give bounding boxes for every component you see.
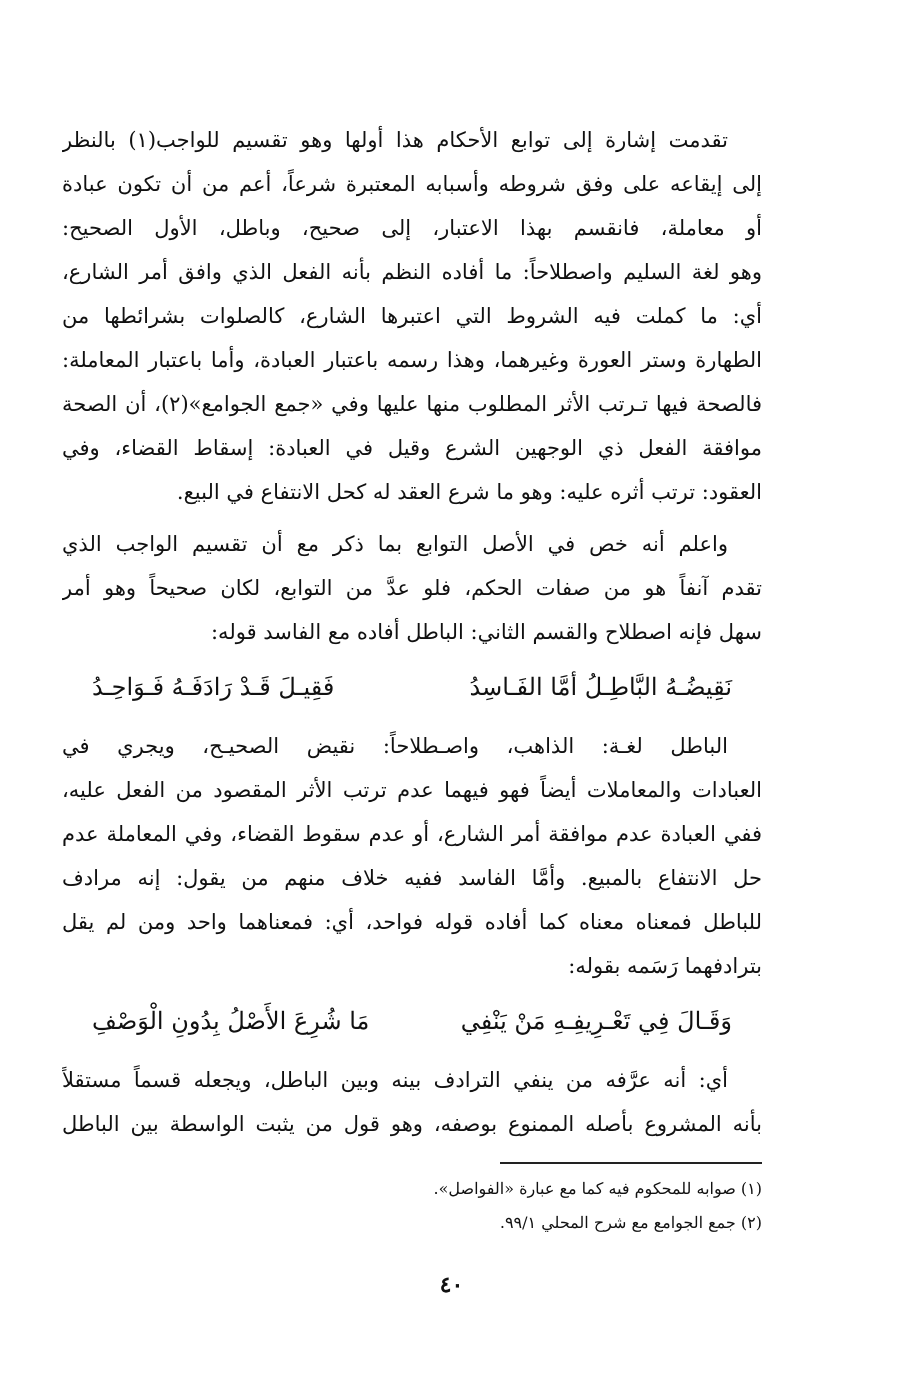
verse-hemistich-second: فَقِيـلَ قَـدْ رَادَفَـهُ فَـوَاحِـدُ [92,673,335,701]
text-line: بأنه المشروع بأصله الممنوع بوصفه، وهو قول من يثبت الواسطة بين الباطل [62,1112,762,1136]
verse-1 [92,662,732,712]
text-line: فالصحة فيها تـرتب الأثر المطلوب منها عليها وفي «جمع الجوامع»(٢)، أن الصحة [62,392,762,416]
paragraph-3 [62,724,762,988]
text-line: إلى إيقاعه على وفق شروطه وأسبابه المعتبرة شرعاً، أعم من أن تكون عبادة [62,172,762,196]
text-line: للباطل فمعناه معناه كما أفاده قوله فواحد، أي: فمعناهما واحد ومن لم يقل [62,910,762,934]
text-line: بترادفهما رَسَمه بقوله: [568,954,762,978]
footnote-1: (١) صوابه للمحكوم فيه كما مع عبارة «الفواصل». [433,1179,762,1198]
text-line: تقدمت إشارة إلى توابع الأحكام هذا أولها وهو تقسيم للواجب(١) بالنظر [62,128,728,152]
text-line: العبادات والمعاملات أيضاً فهو فيهما عدم ترتب الأثر المقصود من الفعل عليه، [62,778,762,802]
text-line: تقدم آنفاً هو من صفات الحكم، فلو عدَّ من التوابع، لكان صحيحاً وهو أمر [62,576,762,600]
text-line: موافقة الفعل ذي الوجهين الشرع وقيل في العبادة: إسقاط القضاء، وفي [62,436,762,460]
verse-hemistich-first: وَقَـالَ فِي تَعْـرِيفِـهِ مَنْ يَنْفِي [460,1007,732,1035]
text-line: أي: أنه عرَّفه من ينفي الترادف بينه وبين الباطل، ويجعله قسماً مستقلاً [62,1068,728,1092]
verse-hemistich-first: نَقِيضُـهُ البَّاطِـلُ أمَّا الفَـاسِدُ [469,673,732,701]
footnotes [202,1172,762,1240]
verse-2 [92,996,732,1046]
paragraph-1 [62,118,762,514]
text-line: ففي العبادة عدم موافقة أمر الشارع، أو عدم سقوط القضاء، وفي المعاملة عدم [62,822,762,846]
text-line: أي: ما كملت فيه الشروط التي اعتبرها الشارع، كالصلوات بشرائطها من [62,304,762,328]
text-line: العقود: ترتب أثره عليه: وهو ما شرع العقد له كحل الانتفاع في البيع. [176,480,762,504]
text-line: وهو لغة السليم واصطلاحاً: ما أفاده النظم بأنه الفعل الذي وافق أمر الشارع، [62,260,762,284]
text-line: سهل فإنه اصطلاح والقسم الثاني: الباطل أفاده مع الفاسد قوله: [210,620,762,644]
page-body [62,118,762,1154]
page-number: ٤٠ [439,1272,464,1298]
paragraph-2 [62,522,762,654]
text-line: واعلم أنه خص في الأصل التوابع بما ذكر مع أن تقسيم الواجب الذي [62,532,728,556]
verse-hemistich-second: مَا شُرِعَ الأَصْلُ بِدُونِ الْوَصْفِ [92,1007,370,1035]
footnote-2: (٢) جمع الجوامع مع شرح المحلي ٩٩/١. [499,1213,762,1232]
paragraph-4 [62,1058,762,1146]
text-line: أو معاملة، فانقسم بهذا الاعتبار، إلى صحيح، وباطل، الأول الصحيح: [62,216,762,240]
footnote-divider [500,1162,762,1164]
text-line: الطهارة وستر العورة وغيرهما، وهذا رسمه باعتبار العبادة، وأما باعتبار المعاملة: [62,348,762,372]
text-line: حل الانتفاع بالمبيع. وأمَّا الفاسد ففيه خلاف منهم من يقول: إنه مرادف [62,866,762,890]
text-line: الباطل لغـة: الذاهب، واصـطلاحاً: نقيض الصحيـح، ويجري في [62,734,728,758]
